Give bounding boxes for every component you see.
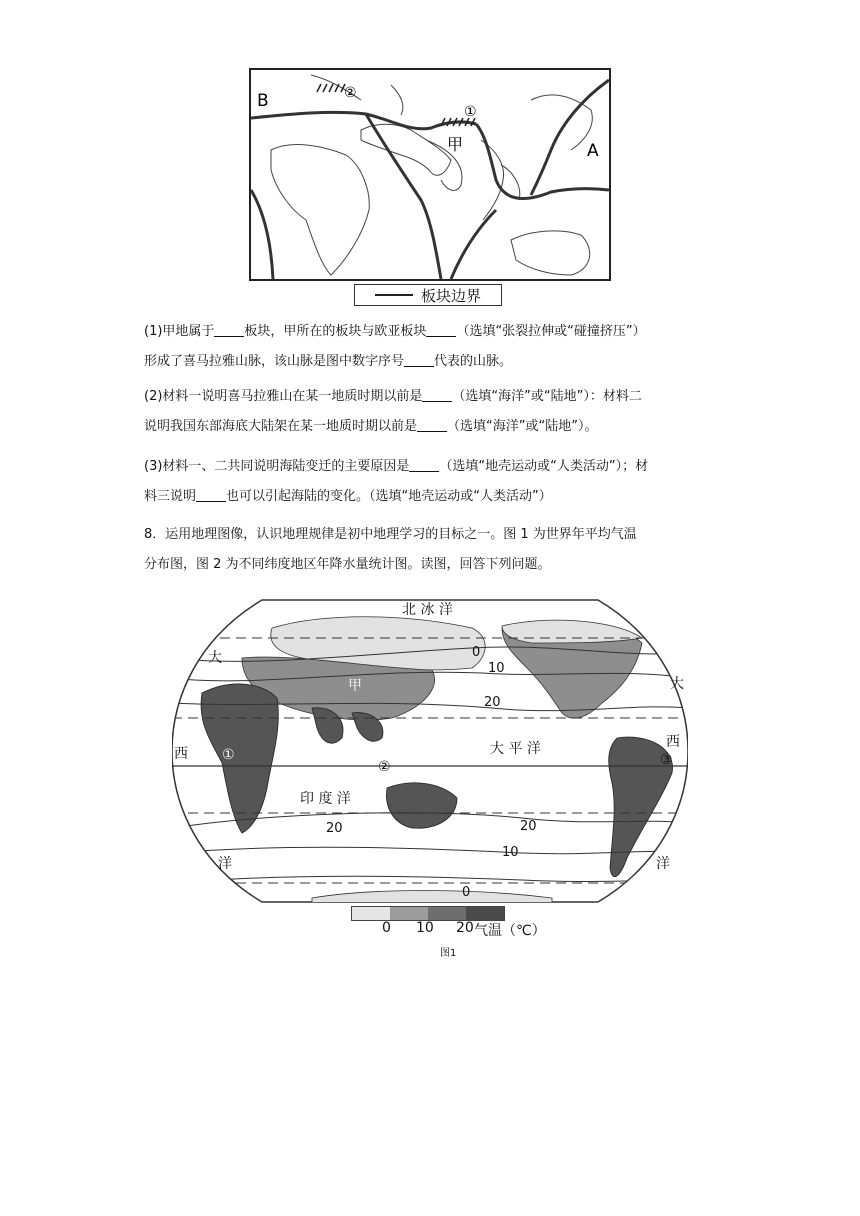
scale-swatch xyxy=(390,907,428,920)
marker-2: ② xyxy=(378,759,391,775)
scale-label-10: 10 xyxy=(416,920,434,936)
marker-1: ① xyxy=(464,104,477,120)
plate-label-a: A xyxy=(587,141,599,161)
plate-map xyxy=(249,68,611,281)
question-1 xyxy=(144,317,724,377)
answer-blank[interactable] xyxy=(426,322,456,337)
q1-text-2: 板块，甲所在的板块与欧亚板块 xyxy=(244,324,427,339)
scale-swatch xyxy=(466,907,504,920)
atlantic-right-2: 西 xyxy=(666,734,680,750)
q2-text-2: （选填“海洋”或“陆地”）：材料二 xyxy=(452,389,642,404)
plate-label-b: B xyxy=(257,91,269,111)
arctic-ocean-label: 北 冰 洋 xyxy=(402,602,453,618)
q2-text-4: （选填“海洋”或“陆地”）。 xyxy=(447,419,598,434)
jia-label: 甲 xyxy=(447,135,464,154)
answer-blank[interactable] xyxy=(417,417,447,432)
isotherm-10-n: 10 xyxy=(488,661,505,676)
answer-blank[interactable] xyxy=(404,352,434,367)
q1-text-3: （选填“张裂拉伸或“碰撞挤压”） xyxy=(456,324,646,339)
isotherm-10-s: 10 xyxy=(502,845,519,860)
question-3 xyxy=(144,452,724,512)
marker-3: ③ xyxy=(660,752,673,768)
atlantic-left-3: 洋 xyxy=(218,856,232,872)
answer-blank[interactable] xyxy=(214,322,244,337)
q2-text-1: (2)材料一说明喜马拉雅山在某一地质时期以前是 xyxy=(144,389,423,404)
q3-text-2: （选填“地壳运动或“人类活动”）；材 xyxy=(439,459,649,474)
scale-unit: 气温（℃） xyxy=(474,923,546,939)
marker-1: ① xyxy=(222,747,235,763)
jia-marker: 甲 xyxy=(348,678,362,694)
scale-label-20: 20 xyxy=(456,920,474,936)
atlantic-left-2: 西 xyxy=(174,746,188,762)
atlantic-right-3: 洋 xyxy=(656,856,670,872)
answer-blank[interactable] xyxy=(422,387,452,402)
isotherm-0-s: 0 xyxy=(462,885,471,900)
q2-text-3: 说明我国东部海底大陆架在某一地质时期以前是 xyxy=(144,419,418,434)
scale-swatch xyxy=(352,907,390,920)
temperature-scale-bar xyxy=(351,906,505,921)
indian-ocean-label: 印 度 洋 xyxy=(300,791,351,807)
answer-blank[interactable] xyxy=(409,457,439,472)
atlantic-right-1: 大 xyxy=(670,676,684,692)
question-2 xyxy=(144,382,724,442)
q1-text-1: (1)甲地属于 xyxy=(144,324,215,339)
isotherm-20-s-left: 20 xyxy=(326,821,343,836)
atlantic-left-1: 大 xyxy=(208,650,222,666)
q3-text-4: 也可以引起海陆的变化。（选填“地壳运动或“人类活动”） xyxy=(226,489,552,504)
marker-2: ② xyxy=(344,85,357,101)
isotherm-20-n: 20 xyxy=(484,695,501,710)
isotherm-20-s-right: 20 xyxy=(520,819,537,834)
isotherm-0-n: 0 xyxy=(472,645,481,660)
pacific-ocean-label: 大 平 洋 xyxy=(490,741,541,757)
q1-text-5: 代表的山脉。 xyxy=(434,354,513,369)
scale-label-0: 0 xyxy=(382,920,391,936)
q8-line-1: 8．运用地理图像，认识地理规律是初中地理学习的目标之一。图 1 为世界年平均气温 xyxy=(144,527,637,542)
temperature-map-drawing xyxy=(172,598,688,904)
figure-caption: 图1 xyxy=(440,948,457,959)
scale-swatch xyxy=(428,907,466,920)
legend-label: 板块边界 xyxy=(420,286,481,305)
question-8 xyxy=(144,520,724,580)
answer-blank[interactable] xyxy=(196,487,226,502)
world-temperature-map xyxy=(172,598,688,904)
boundary-line-swatch xyxy=(375,294,413,296)
q3-text-3: 料三说明 xyxy=(144,489,197,504)
q3-text-1: (3)材料一、二共同说明海陆变迁的主要原因是 xyxy=(144,459,410,474)
plate-map-drawing xyxy=(251,70,609,279)
plate-boundary-legend xyxy=(354,284,502,306)
q1-text-4: 形成了喜马拉雅山脉，该山脉是图中数字序号 xyxy=(144,354,405,369)
q8-line-2: 分布图，图 2 为不同纬度地区年降水量统计图。读图，回答下列问题。 xyxy=(144,557,551,572)
